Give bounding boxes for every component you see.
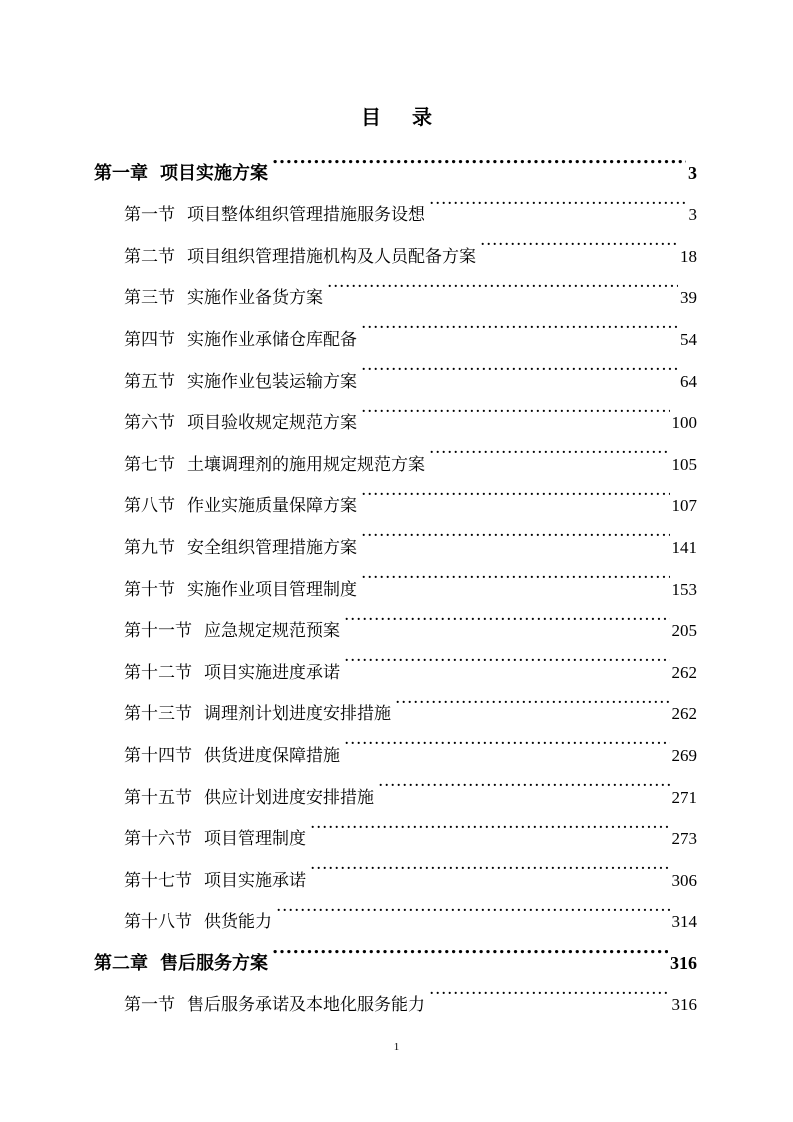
- entry-page: 306: [671, 870, 697, 890]
- toc-section[interactable]: [0, 719, 793, 766]
- entry-page: 271: [671, 787, 697, 807]
- dot-leader: [429, 179, 687, 221]
- toc-chapter-2[interactable]: [0, 927, 793, 974]
- dot-leader: [429, 969, 670, 1011]
- dot-leader: [327, 262, 678, 304]
- dot-leader: [395, 678, 670, 720]
- entry-label: 项目整体组织管理措施服务设想: [187, 205, 425, 226]
- entry-label: 实施作业包装运输方案: [187, 371, 357, 392]
- toc-section[interactable]: [0, 803, 793, 850]
- entry-number: 第五节: [124, 371, 175, 392]
- dot-leader: [344, 719, 670, 761]
- toc-section[interactable]: [0, 636, 793, 683]
- entry-number: 第十一节: [124, 621, 192, 642]
- entry-number: 第十七节: [124, 870, 192, 891]
- entry-page: 316: [670, 952, 697, 973]
- entry-label: 项目管理制度: [204, 829, 306, 850]
- entry-label: 调理剂计划进度安排措施: [204, 704, 391, 725]
- toc-chapter-1[interactable]: [0, 137, 793, 184]
- dot-leader: [429, 428, 670, 470]
- dot-leader: [272, 137, 686, 179]
- entry-number: 第二节: [124, 246, 175, 267]
- dot-leader: [361, 511, 670, 553]
- entry-label: 项目实施进度承诺: [204, 662, 340, 683]
- dot-leader: [361, 553, 670, 595]
- toc-section[interactable]: [0, 886, 793, 933]
- entry-number: 第十八节: [124, 912, 192, 933]
- entry-number: 第三节: [124, 288, 175, 309]
- entry-page: 54: [680, 329, 697, 349]
- entry-number: 第六节: [124, 413, 175, 434]
- toc-section[interactable]: [0, 553, 793, 600]
- entry-label: 应急规定规范预案: [204, 621, 340, 642]
- entry-page: 262: [671, 662, 697, 682]
- toc-section[interactable]: [0, 303, 793, 350]
- entry-page: 205: [671, 621, 697, 641]
- entry-number: 第九节: [124, 537, 175, 558]
- toc-section[interactable]: [0, 844, 793, 891]
- entry-number: 第十四节: [124, 745, 192, 766]
- entry-label: 土壤调理剂的施用规定规范方案: [187, 454, 425, 475]
- entry-number: 第十六节: [124, 829, 192, 850]
- entry-number: 第十三节: [124, 704, 192, 725]
- entry-page: 316: [671, 995, 697, 1015]
- entry-page: 153: [671, 579, 697, 599]
- toc-section[interactable]: [0, 220, 793, 267]
- toc-section[interactable]: [0, 969, 793, 1016]
- entry-number: 第七节: [124, 454, 175, 475]
- entry-page: 100: [671, 413, 697, 433]
- entry-label: 售后服务方案: [160, 952, 268, 974]
- dot-leader: [276, 886, 670, 928]
- entry-number: 第一章: [94, 162, 148, 184]
- entry-page: 314: [671, 912, 697, 932]
- dot-leader: [344, 595, 670, 637]
- entry-number: 第八节: [124, 496, 175, 517]
- entry-page: 39: [680, 288, 697, 308]
- entry-label: 实施作业备货方案: [187, 288, 323, 309]
- table-of-contents: [0, 137, 793, 1016]
- toc-section[interactable]: [0, 262, 793, 309]
- entry-label: 项目组织管理措施机构及人员配备方案: [187, 246, 476, 267]
- entry-label: 供货能力: [204, 912, 272, 933]
- entry-page: 105: [671, 454, 697, 474]
- toc-section[interactable]: [0, 387, 793, 434]
- dot-leader: [378, 761, 670, 803]
- entry-number: 第十节: [124, 579, 175, 600]
- entry-page: 141: [671, 537, 697, 557]
- toc-section[interactable]: [0, 179, 793, 226]
- entry-label: 安全组织管理措施方案: [187, 537, 357, 558]
- entry-page: 262: [671, 704, 697, 724]
- toc-section[interactable]: [0, 761, 793, 808]
- toc-section[interactable]: [0, 678, 793, 725]
- entry-label: 项目实施承诺: [204, 870, 306, 891]
- entry-number: 第一节: [124, 995, 175, 1016]
- entry-page: 18: [680, 246, 697, 266]
- dot-leader: [310, 803, 670, 845]
- entry-page: 107: [671, 496, 697, 516]
- toc-section[interactable]: [0, 345, 793, 392]
- dot-leader: [310, 844, 670, 886]
- entry-label: 实施作业承储仓库配备: [187, 329, 357, 350]
- entry-number: 第十五节: [124, 787, 192, 808]
- entry-number: 第十二节: [124, 662, 192, 683]
- dot-leader: [272, 927, 668, 969]
- entry-label: 项目实施方案: [160, 162, 268, 184]
- entry-number: 第四节: [124, 329, 175, 350]
- entry-label: 项目验收规定规范方案: [187, 413, 357, 434]
- toc-section[interactable]: [0, 511, 793, 558]
- entry-number: 第一节: [124, 205, 175, 226]
- entry-label: 售后服务承诺及本地化服务能力: [187, 995, 425, 1016]
- dot-leader: [361, 470, 670, 512]
- toc-section[interactable]: [0, 470, 793, 517]
- entry-number: 第二章: [94, 952, 148, 974]
- toc-section[interactable]: [0, 595, 793, 642]
- entry-page: 273: [671, 829, 697, 849]
- dot-leader: [480, 220, 678, 262]
- toc-section[interactable]: [0, 428, 793, 475]
- dot-leader: [361, 345, 678, 387]
- toc-title: 目 录: [361, 105, 444, 129]
- entry-page: 3: [688, 162, 697, 183]
- entry-page: 64: [680, 371, 697, 391]
- entry-page: 269: [671, 745, 697, 765]
- entry-label: 实施作业项目管理制度: [187, 579, 357, 600]
- entry-label: 供货进度保障措施: [204, 745, 340, 766]
- entry-label: 作业实施质量保障方案: [187, 496, 357, 517]
- dot-leader: [361, 387, 670, 429]
- entry-label: 供应计划进度安排措施: [204, 787, 374, 808]
- dot-leader: [361, 303, 678, 345]
- page-number: 1: [393, 1041, 400, 1053]
- dot-leader: [344, 636, 670, 678]
- entry-page: 3: [688, 205, 697, 225]
